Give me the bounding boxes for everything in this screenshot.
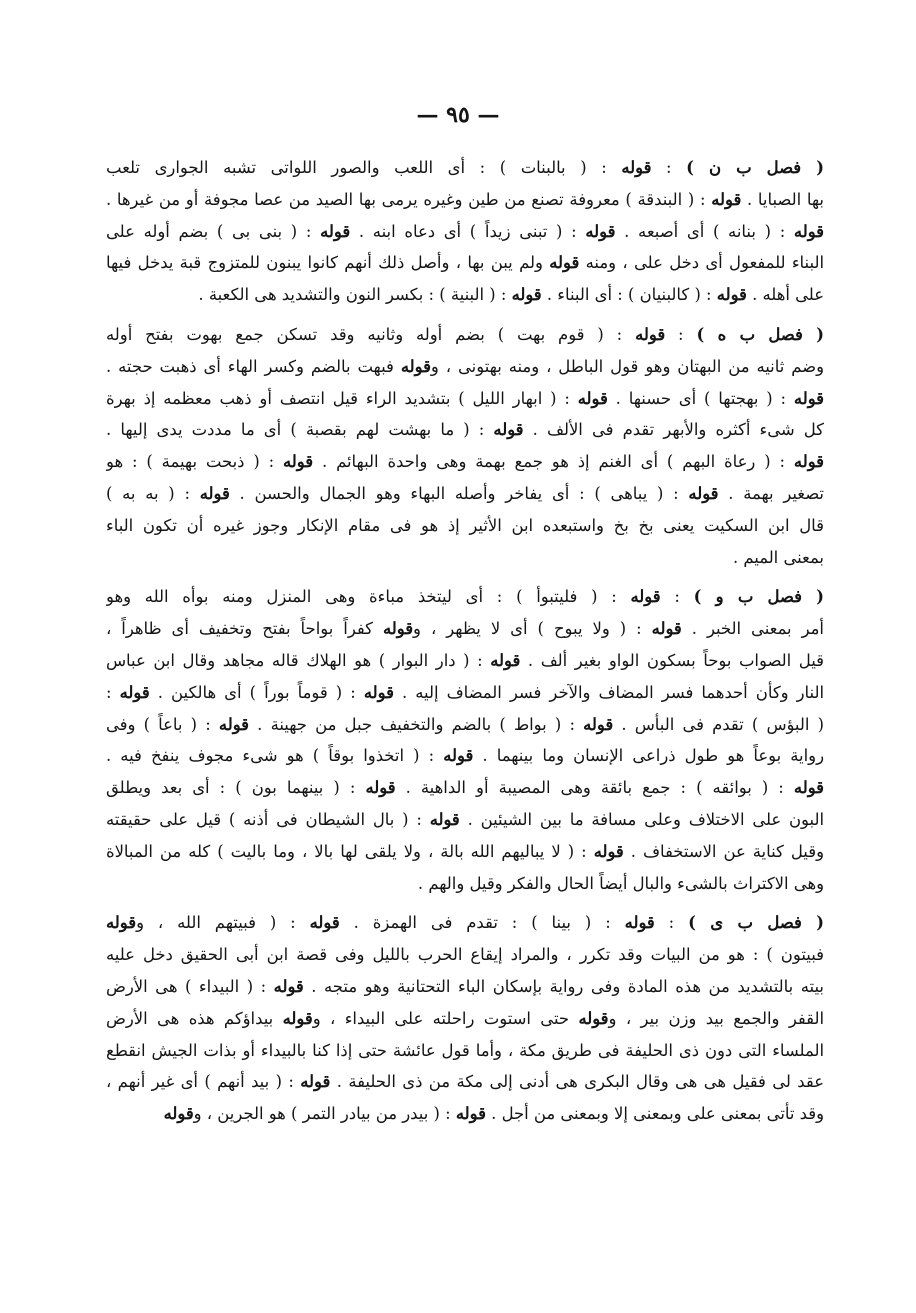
text-line: على أهله . قوله : ( كالبنيان ) : أى البناء . قوله : ( البنية ) : بكسر النون والتشديد هى الكعبة . [198, 285, 824, 305]
text-line: بها الصبايا . قوله : ( البندقة ) معروفة تصنع من طين وغيره يرمى بها الصيد من عصا مجوفة أو من غيرها . [106, 189, 824, 209]
text-line: قال ابن السكيت يعنى بخ بخ واستبعده ابن الأثير إذ هو فى مقام الإنكار وجوز غيره أن تكون الباء [106, 515, 824, 535]
section-fasl-ba-ha [106, 319, 824, 573]
text-line: قيل الصواب بوحاً بسكون الواو بغير ألف . قوله : ( دار البوار ) هو الهلاك قاله مجاهد وقال ابن عباس [106, 650, 824, 670]
text-line: وضم ثانيه من البهتان وهو قول الباطل ، ومنه بهتونى ، وقوله فبهت بالضم وكسر الهاء أى ذهبت حجته . [106, 356, 824, 376]
text-line: ( فصل ب و ) : قوله : ( فليتبوأ ) : أى ليتخذ مباءة وهى المنزل ومنه بوأه الله وهو [106, 587, 824, 607]
text-line: قوله : ( بوائقه ) : جمع بائقة وهى المصيبة أو الداهية . قوله : ( بينهما بون ) : أى بعد ويطلق [106, 778, 824, 798]
text-line: القفر والجمع بيد وزن بير ، وقوله حتى استوت راحلته على البيداء ، وقوله بيداؤكم هذه هى الأرض [106, 1008, 824, 1028]
text-line: قوله : ( بهجتها ) أى حسنها . قوله : ( ابهار الليل ) بتشديد الراء قيل انتصف أو ذهب معظمه إذ بهرة [106, 388, 824, 408]
text-line: ( فصل ب ى ) : قوله : ( بينا ) : تقدم فى الهمزة . قوله : ( فبيتهم الله ، وقوله [106, 913, 824, 933]
text-line: عقد لى فقيل هى هى وقال البكرى هى أدنى إلى مكة من ذى الحليفة . قوله : ( بيد أنهم ) أى غير أنهم ، [106, 1072, 824, 1092]
text-line: بيته بالتشديد من هذه المادة وفى رواية بإسكان الباء التحتانية وهو متجه . قوله : ( البيداء ) هى الأرض [106, 976, 824, 996]
text-line: البون على الاختلاف وعلى مسافة ما بين الشيئين . قوله : ( بال الشيطان فى أذنه ) قيل على حقيقته [106, 809, 824, 829]
text-line: النار وكأن أحدهما فسر المضاف والآخر فسر المضاف إليه . قوله : ( قوماً بوراً ) أى هالكين . قوله : [106, 682, 824, 702]
text-line: بمعنى الميم . [732, 547, 824, 567]
text-line: الملساء التى دون ذى الحليفة فى طريق مكة ، وأما قول عائشة حتى إذا كنا بالبيداء أو بذات الجيش انقطع [106, 1040, 824, 1060]
text-line: قوله : ( بنانه ) أى أصبعه . قوله : ( تبنى زيداً ) أى دعاه ابنه . قوله : ( بنى بى ) بضم أوله على [106, 221, 824, 241]
text-line: ( البؤس ) تقدم فى البأس . قوله : ( بواط ) بالضم والتخفيف جبل من جهينة . قوله : ( باعاً ) وفى [106, 714, 824, 734]
text-line: كل شىء أكثره والأبهر تقدم فى الألف . قوله : ( ما بهشت لهم بقصبة ) أى ما مددت يدى إليها . [106, 420, 824, 440]
text-line: ( فصل ب ن ) : قوله : ( بالبنات ) : أى اللعب والصور اللواتى تشبه الجوارى تلعب [106, 158, 824, 177]
page-number: — ٩٥ — [416, 102, 500, 128]
text-line: وقيل كناية عن الاستخفاف . قوله : ( لا يباليهم الله بالة ، ولا يلقى لها بالا ، وما باليت ) كله من المبالاة [106, 841, 824, 861]
section-fasl-ba-waw [106, 581, 824, 899]
text-line: وقد تأتى بمعنى على وبمعنى إلا وبمعنى من أجل . قوله : ( بيدر من بيادر التمر ) هو الجرين ، وقوله [163, 1104, 824, 1124]
text-line: تصغير بهمة . قوله : ( يباهى ) : أى يفاخر وأصله البهاء وهو الجمال والحسن . قوله : ( به به ) [106, 483, 824, 503]
text-line: فبيتون ) : هو من البيات وقد تكرر ، والمراد إيقاع الحرب بالليل وفى قصة ابن أبى الحقيق دخل عليه [106, 945, 824, 965]
text-line: قوله : ( رعاة البهم ) أى الغنم إذ هو جمع بهمة وهى واحدة البهائم . قوله : ( ذبحت بهيمة ) : هو [106, 452, 824, 472]
text-line: أمر بمعنى الخبر . قوله : ( ولا يبوح ) أى لا يظهر ، وقوله كفراً بواحاً بفتح وتخفيف أى ظاهراً ، [106, 619, 824, 639]
text-line: وهى الاكتراث بالشىء والبال أيضاً الحال والفكر وقيل والهم . [417, 873, 824, 893]
section-fasl-ba-ya [106, 907, 824, 1130]
text-line: رواية بوعاً هو طول ذراعى الإنسان وما بينهما . قوله : ( اتخذوا بوقاً ) هو شىء مجوف ينفخ فيه . [106, 746, 824, 766]
text-line: البناء للمفعول أى دخل على ، ومنه قوله ولم يبن بها ، وأصل ذلك أنهم كانوا يبنون للمتزوج قبة يدخل فيها [106, 253, 824, 273]
text-line: ( فصل ب ه ) : قوله : ( قوم بهت ) بضم أوله وثانيه وقد تسكن جمع بهوت بفتح أوله [106, 324, 824, 344]
section-fasl-ba-nun [106, 152, 824, 311]
dictionary-text-body [106, 152, 824, 1138]
